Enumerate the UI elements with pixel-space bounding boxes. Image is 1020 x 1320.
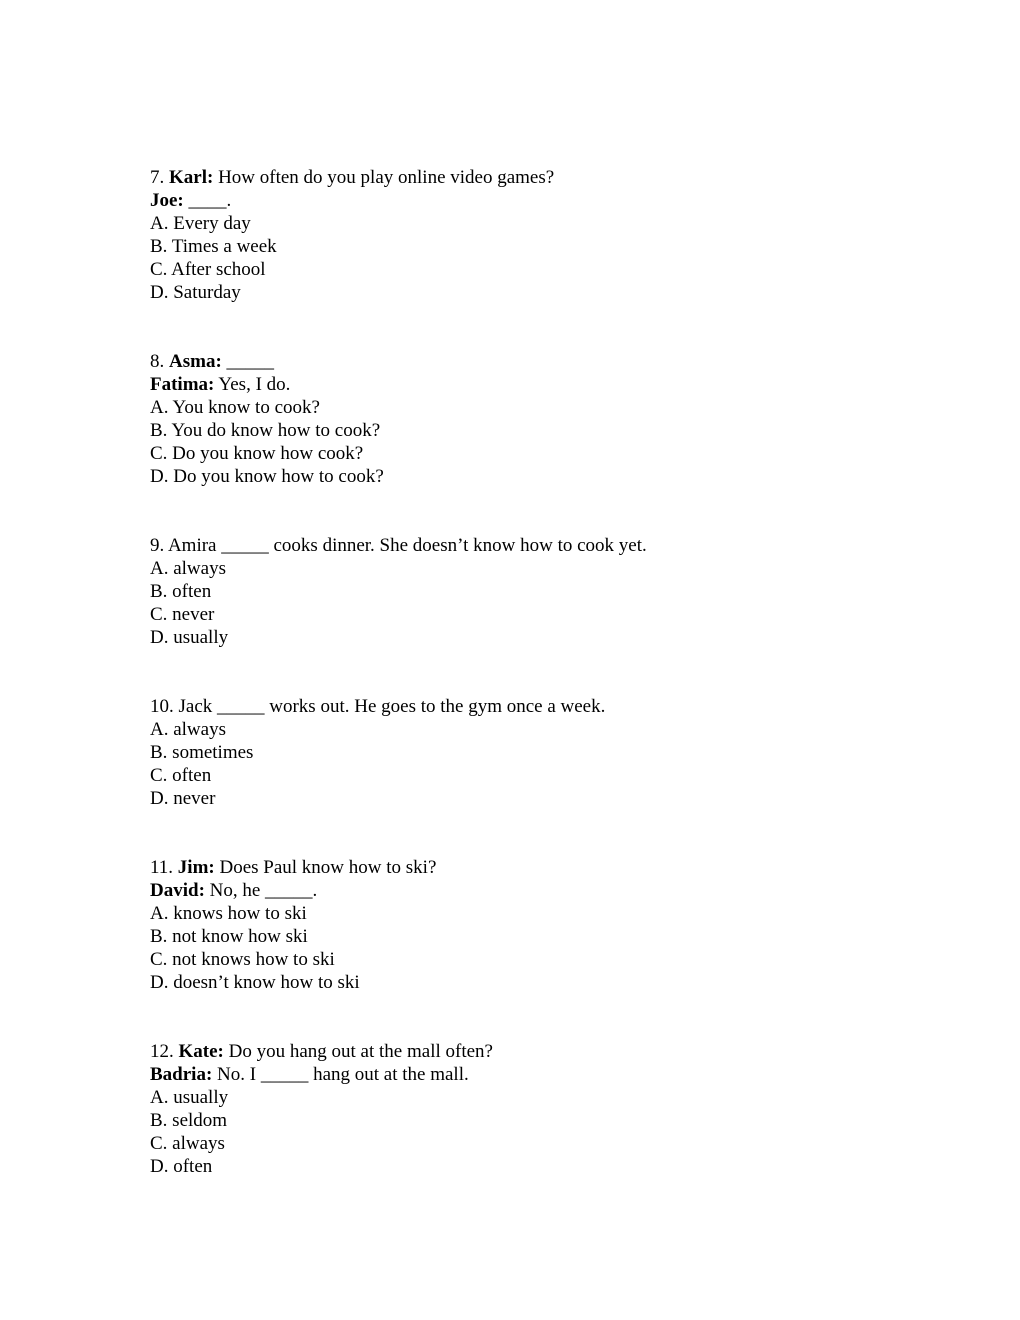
answer-option-d: D. doesn’t know how to ski: [150, 972, 360, 993]
question-stem: Amira _____ cooks dinner. She doesn’t know how to cook yet.: [164, 535, 647, 556]
question-number: 9.: [150, 535, 165, 556]
answer-option-d: D. never: [150, 788, 216, 809]
answer-option-c: C. Do you know how cook?: [150, 443, 364, 464]
question-prompt-line: [150, 534, 910, 557]
answer-option-a: A. always: [150, 558, 226, 579]
question-number: 12.: [150, 1041, 174, 1062]
speaker-name: Kate:: [178, 1041, 224, 1062]
speaker-name: Karl:: [169, 167, 214, 188]
answer-option-a: A. always: [150, 719, 226, 740]
answer-option-c: C. After school: [150, 259, 266, 280]
question-10: [150, 695, 910, 810]
response-line: [150, 373, 910, 396]
speaker-name: Asma:: [169, 351, 222, 372]
speaker-line: Yes, I do.: [214, 374, 291, 395]
answer-option-c: C. not knows how to ski: [150, 949, 335, 970]
question-number: 11.: [150, 857, 174, 878]
speaker-line: No, he _____.: [204, 880, 318, 901]
answer-option-c: C. always: [150, 1133, 225, 1154]
answer-option-d: D. often: [150, 1156, 213, 1177]
answer-option-a: A. knows how to ski: [150, 903, 307, 924]
response-line: [150, 1063, 910, 1086]
speaker-line: How often do you play online video games?: [213, 167, 555, 188]
speaker-line: Does Paul know how to ski?: [214, 857, 437, 878]
question-stem: Jack _____ works out. He goes to the gym once a week.: [173, 696, 606, 717]
speaker-name: Badria:: [150, 1064, 213, 1085]
answer-option-b: B. not know how ski: [150, 926, 308, 947]
question-11: [150, 856, 910, 994]
answer-option-c: C. often: [150, 765, 212, 786]
answer-option-c: C. never: [150, 604, 215, 625]
question-number: 8.: [150, 351, 165, 372]
question-prompt-line: [150, 695, 910, 718]
speaker-name: David:: [150, 880, 205, 901]
question-12: [150, 1040, 910, 1178]
answer-option-a: A. usually: [150, 1087, 229, 1108]
question-8: [150, 350, 910, 488]
question-7: [150, 166, 910, 304]
response-line: [150, 879, 910, 902]
speaker-name: Joe:: [150, 190, 184, 211]
answer-option-b: B. You do know how to cook?: [150, 420, 381, 441]
speaker-line: Do you hang out at the mall often?: [223, 1041, 493, 1062]
question-9: [150, 534, 910, 649]
question-prompt-line: [150, 1040, 910, 1063]
speaker-line: No. I _____ hang out at the mall.: [212, 1064, 469, 1085]
answer-option-b: B. often: [150, 581, 212, 602]
answer-option-b: B. sometimes: [150, 742, 254, 763]
response-line: [150, 189, 910, 212]
question-number: 7.: [150, 167, 165, 188]
answer-option-d: D. Saturday: [150, 282, 241, 303]
answer-option-d: D. usually: [150, 627, 229, 648]
speaker-name: Jim:: [177, 857, 215, 878]
question-prompt-line: [150, 350, 910, 373]
answer-option-b: B. seldom: [150, 1110, 228, 1131]
answer-option-d: D. Do you know how to cook?: [150, 466, 384, 487]
speaker-line: ____.: [183, 190, 232, 211]
question-prompt-line: [150, 856, 910, 879]
answer-option-a: A. You know to cook?: [150, 397, 320, 418]
question-number: 10.: [150, 696, 174, 717]
speaker-line: _____: [221, 351, 275, 372]
speaker-name: Fatima:: [150, 374, 215, 395]
answer-option-a: A. Every day: [150, 213, 251, 234]
answer-option-b: B. Times a week: [150, 236, 277, 257]
question-prompt-line: [150, 166, 910, 189]
